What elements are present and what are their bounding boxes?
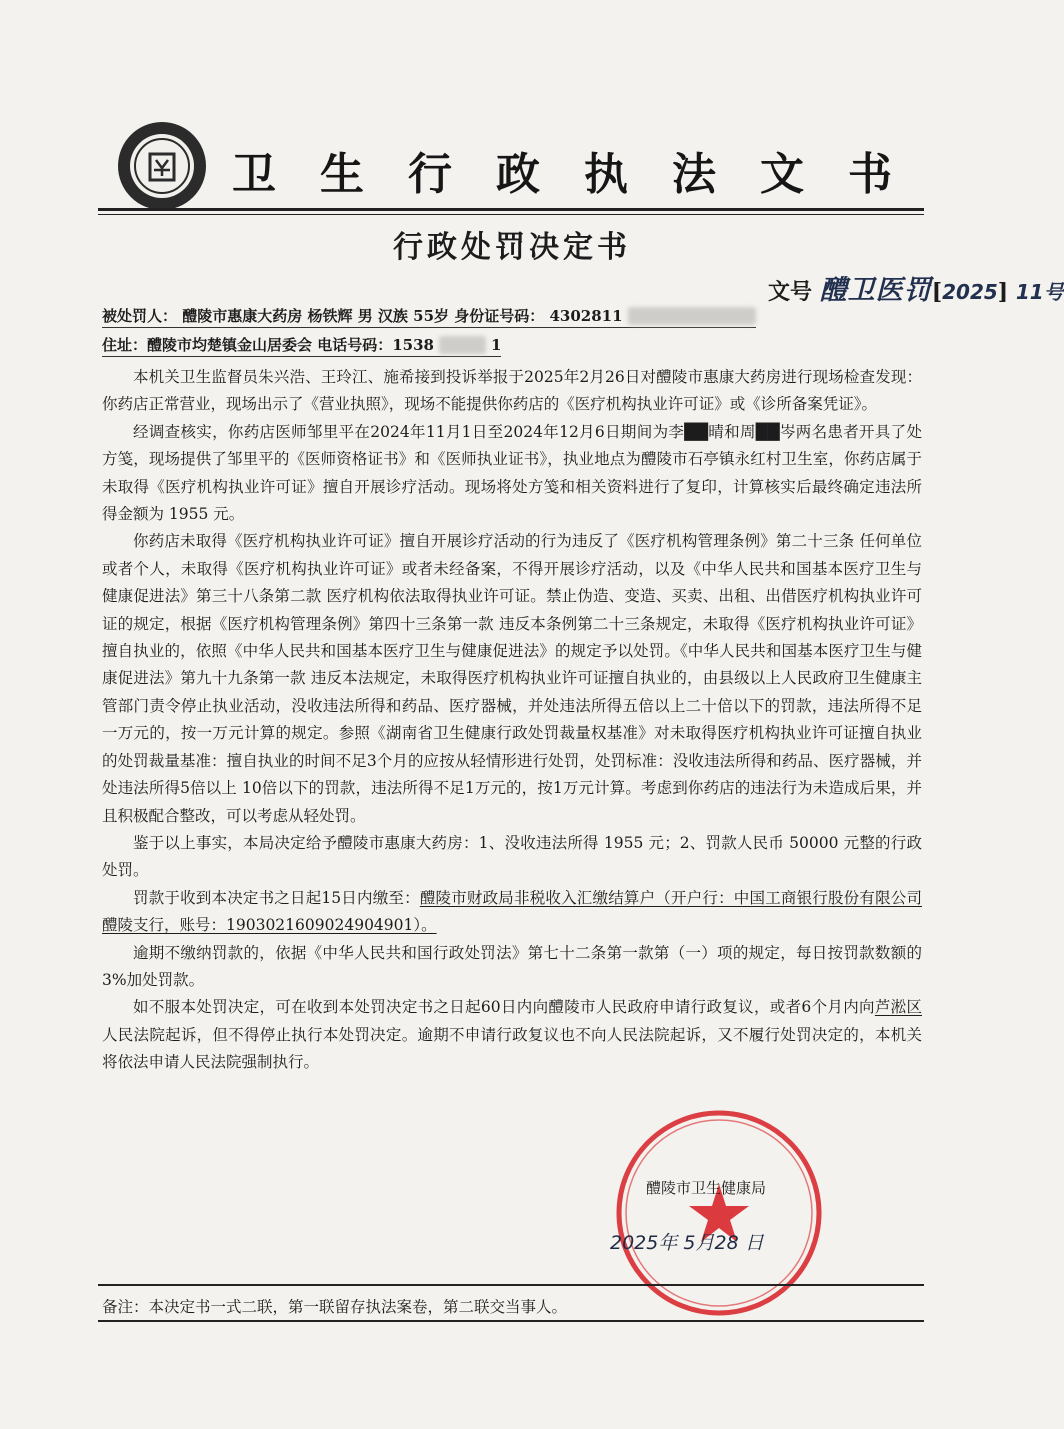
paragraph-late-fee: 逾期不缴纳罚款的，依据《中华人民共和国行政处罚法》第七十二条第一款第（一）项的规定，每日按罚款数额的3%加处罚款。: [102, 943, 922, 989]
title-char: 卫: [232, 149, 276, 200]
footer-rule-bottom: [98, 1320, 924, 1322]
title-rule-thin: [98, 214, 924, 215]
health-inspection-emblem: [116, 120, 208, 212]
paragraph-decision: 鉴于以上事实，本局决定给予醴陵市惠康大药房：1、没收违法所得 1955 元；2、罚款人民币 50000 元整的行政处罚。: [102, 833, 922, 880]
main-title: [232, 138, 892, 202]
party-address-phone: 住址：醴陵市均楚镇金山居委会 电话号码：1538: [102, 336, 434, 354]
paragraph-legal-basis: 你药店未取得《医疗机构执业许可证》擅自开展诊疗活动的行为违反了《医疗机构管理条例》第二十三条 任何单位或者个人，未取得《医疗机构执业许可证》或者未经备案，不得开展诊疗活动，以及《中华人民共和国基本医疗卫生与健康促进法》第三十八条第二款 医疗机构依法取得执业许可证。禁止伪造、变造、买卖、出租、出借医疗机构执业许可证的规定，根据《医疗机构管理条例》第四十三条第一款 违反本条例第二十三条规定，未取得《医疗机构执业许可证》擅自执业的，依照《中华人民共和国基本医疗卫生与健康促进法》的规定予以处罚。《中华人民共和国基本医疗卫生与健康促进法》第九十九条第一款 违反本法规定，未取得医疗机构执业许可证擅自执业的，由县级以上人民政府卫生健康主管部门责令停止执业活动，没收违法所得和药品、医疗器械，并处违法所得五倍以上二十倍以下的罚款，违法所得不足一万元的，按一万元计算的规定。参照《湖南省卫生健康行政处罚裁量权基准》对未取得医疗机构执业许可证擅自执业的处罚裁量基准：擅自执业的时间不足3个月的应按从轻情形进行处罚，处罚标准：没收违法所得和药品、医疗器械，并处违法所得5倍以上 10倍以下的罚款，违法所得不足1万元的，按1万元计算。考虑到你药店的违法行为未造成后果，并且积极配合整改，可以考虑从轻处罚。: [102, 532, 922, 825]
redacted-phone: XXXX: [439, 336, 486, 354]
remarks: 备注：本决定书一式二联，第一联留存执法案卷，第二联交当事人。: [102, 1298, 568, 1316]
title-char: 法: [672, 149, 716, 200]
title-char: 生: [320, 149, 364, 200]
docno-label: 文号: [768, 279, 813, 305]
docno-number: 11号: [1015, 280, 1064, 304]
issuing-authority: 醴陵市卫生健康局: [646, 1179, 767, 1197]
title-char: 执: [584, 149, 628, 200]
paragraph-appeal: 如不服本处罚决定，可在收到本处罚决定书之日起60日内向醴陵市人民政府申请行政复议，或者6个月内向芦淞区人民法院起诉，但不得停止执行本处罚决定。逾期不申请行政复议也不向人民法院起诉，又不履行处罚决定的，本机关将依法申请人民法院强制执行。: [102, 998, 922, 1072]
document-number: 文号 醴卫医罚[2025] 11号: [768, 275, 1064, 306]
signature-date: 2025年 5月28 日: [610, 1232, 764, 1254]
phone-tail: 1: [491, 336, 502, 354]
redacted-id: XXXXXXXXXXX: [627, 307, 756, 325]
party-label: 被处罚人：: [102, 307, 178, 325]
party-line-1: [102, 305, 756, 328]
payment-account: 醴陵市财政局非税收入汇缴结算户（开户行：中国工商银行股份有限公司醴陵支行，账号：1903021609024904901）。: [102, 888, 922, 935]
official-seal: [612, 1106, 826, 1320]
title-char: 文: [760, 149, 804, 200]
title-char: 行: [408, 149, 452, 200]
document-title: 行政处罚决定书: [393, 230, 631, 265]
footer-rule-top: [98, 1284, 924, 1286]
docno-prefix: 醴卫医罚: [819, 275, 932, 306]
court-district: 芦淞区: [874, 998, 922, 1017]
paragraph-payment: 罚款于收到本决定书之日起15日内缴至：醴陵市财政局非税收入汇缴结算户（开户行：中国工商银行股份有限公司醴陵支行，账号：1903021609024904901）。: [102, 888, 922, 935]
party-info: 醴陵市惠康大药房 杨铁辉 男 汉族 55岁 身份证号码： 4302811: [182, 307, 623, 325]
decision-body: [102, 364, 922, 1077]
title-char: 政: [496, 149, 540, 200]
paragraph-investigation: 经调查核实，你药店医师邹里平在2024年11月1日至2024年12月6日期间为李██晴和周██岑两名患者开具了处方笺，现场提供了邹里平的《医师资格证书》和《医师执业证书》，执业地点为醴陵市石亭镇永红村卫生室，你药店属于未取得《医疗机构执业许可证》擅自开展诊疗活动。现场将处方笺和相关资料进行了复印，计算核实后最终确定违法所得金额为 1955 元。: [102, 422, 922, 524]
party-line-2: [102, 334, 501, 357]
docno-year: 2025: [942, 280, 998, 304]
title-rule-thick: [98, 208, 924, 211]
paragraph-inspection: 本机关卫生监督员朱兴浩、王玲江、施希接到投诉举报于2025年2月26日对醴陵市惠康大药房进行现场检查发现：你药店正常营业，现场出示了《营业执照》，现场不能提供你药店的《医疗机构执业许可证》或《诊所备案凭证》。: [102, 368, 922, 414]
title-char: 书: [848, 149, 892, 200]
